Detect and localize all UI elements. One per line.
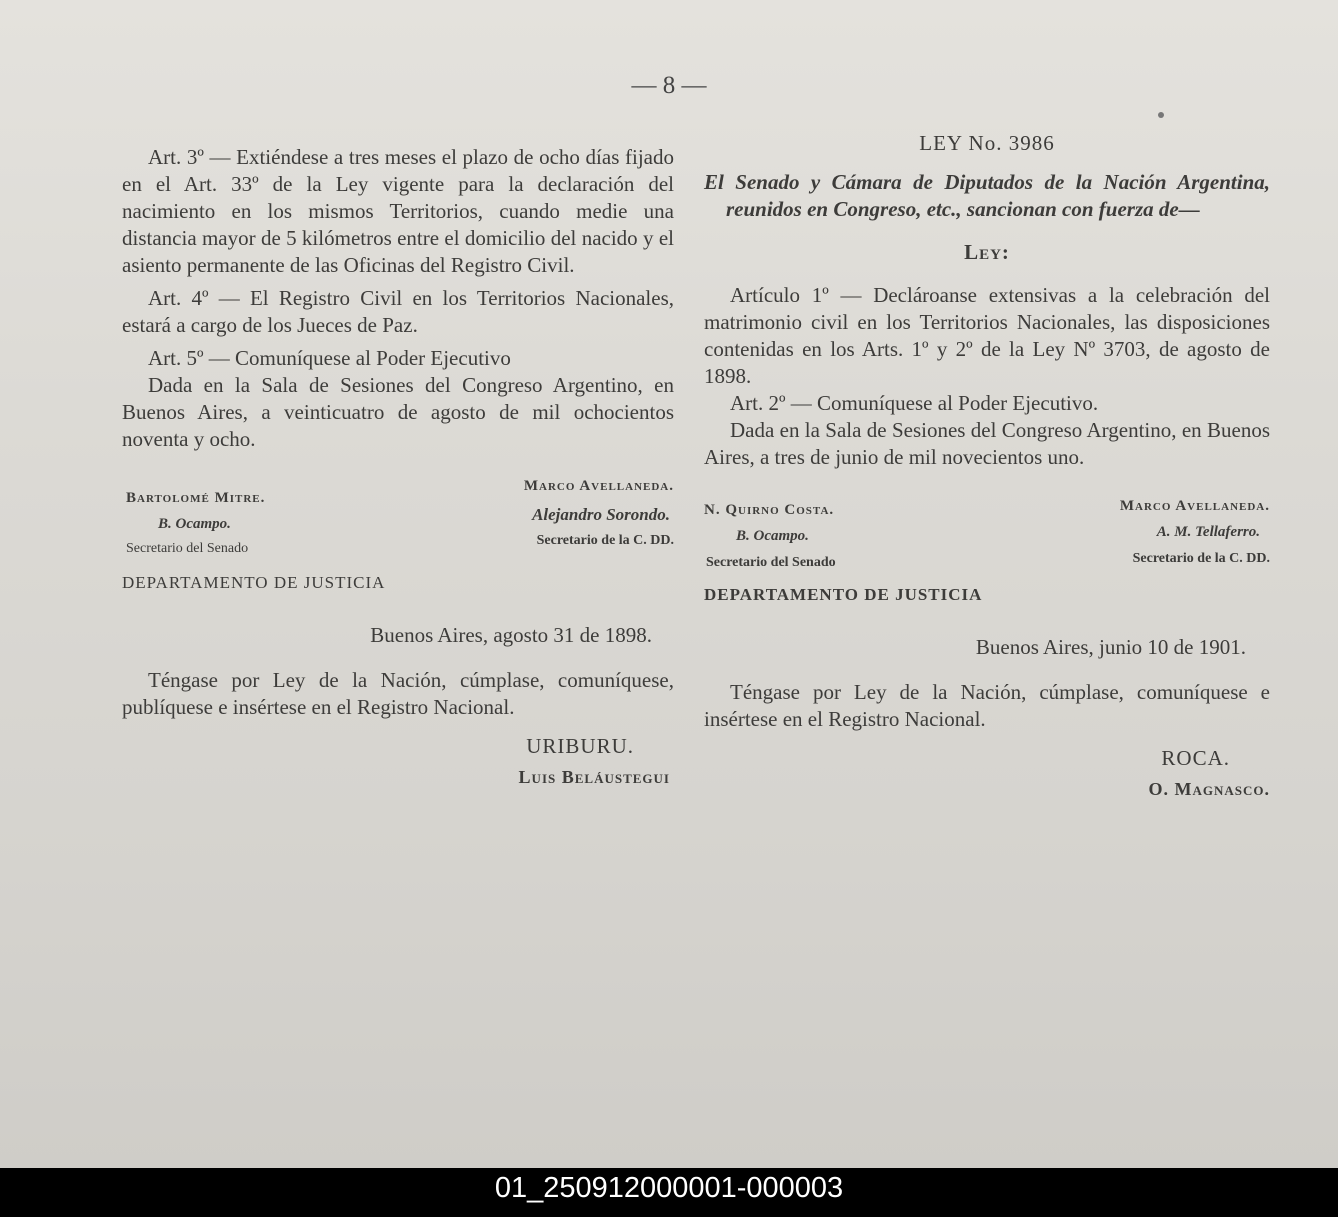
right-department: DEPARTAMENTO DE JUSTICIA — [704, 585, 983, 604]
ink-speck — [1158, 112, 1164, 118]
left-article-4: Art. 4º — El Registro Civil en los Territorios Nacionales, estará a cargo de los Jueces de Paz. — [122, 286, 674, 337]
left-article-3: Art. 3º — Extiéndese a tres meses el plazo de ocho días fijado en el Art. 33º de la Ley vigente para la declaración del nacimiento en los mismos Territorios, cuando medie una distancia mayor de 5 kilómetros entre el domicilio del nacido y el asiento permanente de las Oficinas del Registro Civil. — [122, 145, 674, 277]
right-article-1: Artículo 1º — Declároanse extensivas a la celebración del matrimonio civil en los Territorios Nacionales, las disposiciones contenidas en los Arts. 1º y 2º de la Ley Nº 3703, de agosto de 1898. — [704, 283, 1270, 388]
left-signature-name: Bartolomé Mitre. — [126, 490, 266, 506]
right-signature-title: Secretario de la C. DD. — [536, 533, 674, 548]
left-signature-title: Secretario del Senado — [706, 555, 836, 570]
right-article-2: Art. 2º — Comuníquese al Poder Ejecutivo. — [730, 391, 1099, 415]
left-date: Buenos Aires, agosto 31 de 1898. — [370, 623, 652, 647]
right-column — [704, 130, 1270, 803]
right-signature-secretary: Alejandro Sorondo. — [532, 505, 670, 524]
page-number: — 8 — — [631, 72, 707, 99]
ley-heading: Ley: — [964, 240, 1010, 264]
right-signature-name: Marco Avellaneda. — [523, 478, 674, 494]
right-date: Buenos Aires, junio 10 de 1901. — [975, 635, 1246, 659]
left-signature-title: Secretario del Senado — [126, 541, 249, 556]
left-department: DEPARTAMENTO DE JUSTICIA — [122, 573, 386, 592]
right-signature-name: Marco Avellaneda. — [1119, 498, 1270, 514]
left-signature-name: N. Quirno Costa. — [704, 502, 835, 518]
law-title: LEY No. 3986 — [919, 131, 1055, 155]
right-signature-secretary: A. M. Tellaferro. — [1156, 524, 1260, 540]
left-given-clause: Dada en la Sala de Sesiones del Congreso Argentino, en Buenos Aires, a veinticuatro de agosto de mil ochocientos noventa y ocho. — [122, 373, 674, 451]
left-article-5: Art. 5º — Comuníquese al Poder Ejecutivo — [148, 346, 511, 370]
image-id-footer: 01_250912000001-000003 — [0, 1168, 1338, 1217]
left-signature-secretary: B. Ocampo. — [158, 516, 231, 532]
left-signer: URIBURU. — [526, 734, 634, 758]
right-signatures — [704, 483, 1270, 570]
left-decree: Téngase por Ley de la Nación, cúmplase, comuníquese, publíquese e insértese en el Registro Nacional. — [122, 668, 674, 719]
left-signature-secretary: B. Ocampo. — [736, 528, 809, 544]
enactment-clause: El Senado y Cámara de Diputados de la Nación Argentina, reunidos en Congreso, etc., sancionan con fuerza de— — [704, 170, 1270, 221]
right-signature-title: Secretario de la C. DD. — [1132, 551, 1270, 566]
left-minister: Luis Beláustegui — [518, 767, 670, 787]
left-column — [122, 144, 674, 791]
right-minister: O. Magnasco. — [1148, 779, 1270, 799]
right-signer: ROCA. — [1161, 746, 1230, 770]
left-signatures — [122, 471, 674, 555]
right-given-clause: Dada en la Sala de Sesiones del Congreso Argentino, en Buenos Aires, a tres de junio de mil novecientos uno. — [704, 418, 1270, 469]
right-decree: Téngase por Ley de la Nación, cúmplase, comuníquese e insértese en el Registro Nacional. — [704, 680, 1270, 731]
